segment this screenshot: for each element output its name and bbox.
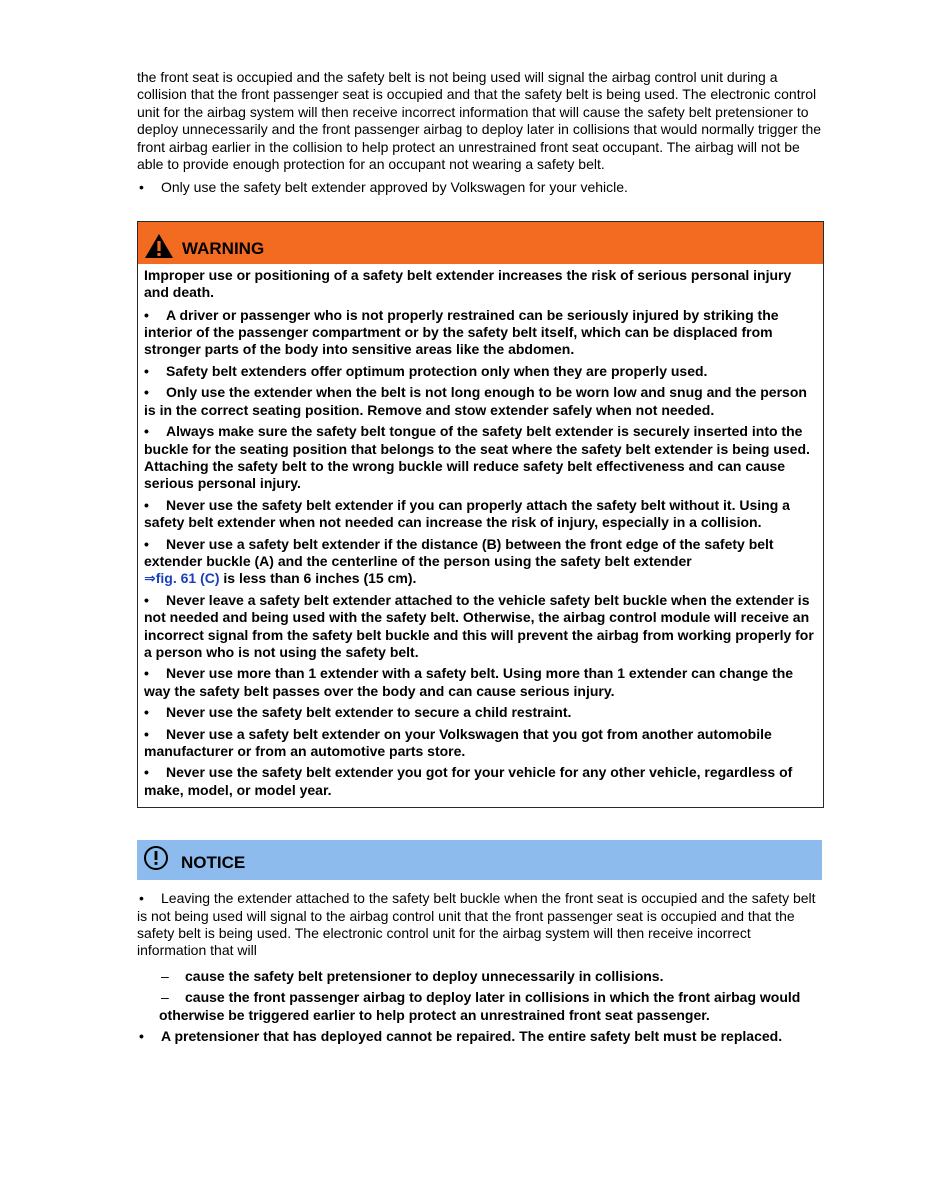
bullet-glyph: •: [144, 384, 149, 401]
notice-bullet: [137, 890, 822, 960]
warning-item-text: Never use more than 1 extender with a safety belt. Using more than 1 extender can change the way the safety belt passes over the body and can cause serious injury.: [144, 665, 794, 699]
warning-triangle-icon: [144, 233, 174, 259]
warning-item-text-end: is less than 6 inches (15 cm).: [219, 570, 417, 587]
warning-item-figure-ref: [144, 536, 817, 588]
warning-item: [144, 764, 817, 799]
bullet-glyph: •: [139, 890, 144, 907]
warning-item-text: Always make sure the safety belt tongue of the safety belt extender is securely inserted into the buckle for the seating position that belongs to the seat where the safety belt extender is being used. Attaching the safety belt to the wrong buckle will reduce safety belt effectiveness and can cause serious personal injury.: [144, 423, 810, 492]
warning-item: [144, 423, 817, 493]
warning-header: [138, 222, 823, 264]
bullet-glyph: •: [144, 725, 149, 742]
warning-item-text: Never use a safety belt extender if the distance (B) between the front edge of the safety belt extender buckle (A) and the centerline of the person using the safety belt extender: [144, 535, 774, 569]
bullet-glyph: •: [144, 496, 149, 513]
bullet-glyph: •: [144, 704, 149, 721]
warning-item-text: A driver or passenger who is not properly restrained can be seriously injured by striking the interior of the passenger compartment or by the safety belt itself, which can be displaced from stronger parts of the body into sensitive areas like the abdomen.: [144, 306, 779, 358]
bullet-glyph: •: [139, 179, 144, 196]
warning-item: [144, 592, 817, 662]
notice-sub-item: [137, 989, 822, 1024]
warning-item-text: Never use the safety belt extender if you can properly attach the safety belt without it. Using a safety belt extender when not needed can increase the risk of injury, especially in a collision.: [144, 496, 790, 531]
bullet-glyph: •: [144, 423, 149, 440]
warning-item: [144, 384, 817, 419]
bullet-glyph: •: [144, 306, 149, 323]
warning-item-text: Safety belt extenders offer optimum protection only when they are properly used.: [166, 362, 708, 379]
intro-bullet-text: Only use the safety belt extender approved by Volkswagen for your vehicle.: [161, 179, 628, 196]
bullet-glyph: •: [144, 362, 149, 379]
notice-final-bullet: [137, 1028, 822, 1045]
notice-sub-item: [137, 968, 822, 985]
warning-item: [144, 363, 817, 380]
warning-item: [144, 497, 817, 532]
notice-sub-item-text: cause the safety belt pretensioner to deploy unnecessarily in collisions.: [185, 967, 664, 984]
figure-arrow-icon: ⇒: [144, 570, 156, 587]
bullet-glyph: •: [144, 591, 149, 608]
intro-paragraph: the front seat is occupied and the safety belt is not being used will signal the airbag control unit during a collision that the front passenger seat is occupied and that the safety belt is being used. The electronic control unit for the airbag system will then receive incorrect information that will cause the safety belt pretensioner to deploy unnecessarily and the front passenger airbag to deploy later in collisions that would normally trigger the front airbag earlier in the collision to help protect an unrestrained front seat occupant. The airbag will not be able to provide enough protection for an occupant not wearing a safety belt.: [137, 69, 822, 173]
warning-box: [137, 221, 824, 808]
dash-glyph: –: [161, 967, 169, 984]
warning-item: [144, 726, 817, 761]
notice-title: NOTICE: [181, 853, 246, 873]
warning-body: [138, 264, 823, 807]
notice-sub-list: [137, 968, 822, 1024]
bullet-glyph: •: [144, 535, 149, 552]
warning-item-text: Never use the safety belt extender to secure a child restraint.: [166, 704, 572, 721]
notice-body: [137, 890, 822, 1045]
intro-bullet: [137, 179, 825, 196]
notice-sub-item-text: cause the front passenger airbag to deploy later in collisions in which the front airbag would otherwise be triggered earlier to help protect an unrestrained front seat passenger.: [159, 989, 801, 1023]
notice-box: [137, 840, 822, 1045]
warning-item: [144, 704, 817, 721]
notice-exclamation-icon: [143, 845, 169, 871]
warning-item-text: Never use the safety belt extender you got for your vehicle for any other vehicle, regardless of make, model, or model year.: [144, 764, 793, 798]
warning-lead: Improper use or positioning of a safety belt extender increases the risk of serious personal injury and death.: [144, 266, 792, 301]
bullet-glyph: •: [144, 665, 149, 682]
bullet-glyph: •: [139, 1028, 144, 1045]
dash-glyph: –: [161, 989, 169, 1006]
figure-61-link[interactable]: fig. 61 (C): [155, 570, 220, 587]
warning-title: WARNING: [182, 238, 265, 258]
notice-final-text: A pretensioner that has deployed cannot be repaired. The entire safety belt must be replaced.: [161, 1028, 783, 1045]
warning-item-text: Never use a safety belt extender on your Volkswagen that you got from another automobile manufacturer or from an automotive parts store.: [144, 725, 772, 759]
notice-header: [137, 840, 822, 880]
warning-item: [144, 307, 817, 359]
bullet-glyph: •: [144, 764, 149, 781]
manual-page: [137, 69, 825, 1059]
warning-item: [144, 665, 817, 700]
notice-bullet-text: Leaving the extender attached to the safety belt buckle when the front seat is occupied and the safety belt is not being used will signal to the airbag control unit that the front passenger seat is occupied and that the safety belt is being used. The electronic control unit for the airbag system will then receive incorrect information that will: [137, 890, 816, 959]
warning-item-text: Never leave a safety belt extender attached to the vehicle safety belt buckle when the extender is not needed and being used with the safety belt. Otherwise, the airbag control module will receive an incorrect signal from the safety belt buckle and this will prevent the airbag from working properly for a person who is not using the safety belt.: [144, 591, 814, 660]
warning-item-text: Only use the extender when the belt is not long enough to be worn low and snug and the person is in the correct seating position. Remove and stow extender safely when not needed.: [144, 384, 807, 418]
